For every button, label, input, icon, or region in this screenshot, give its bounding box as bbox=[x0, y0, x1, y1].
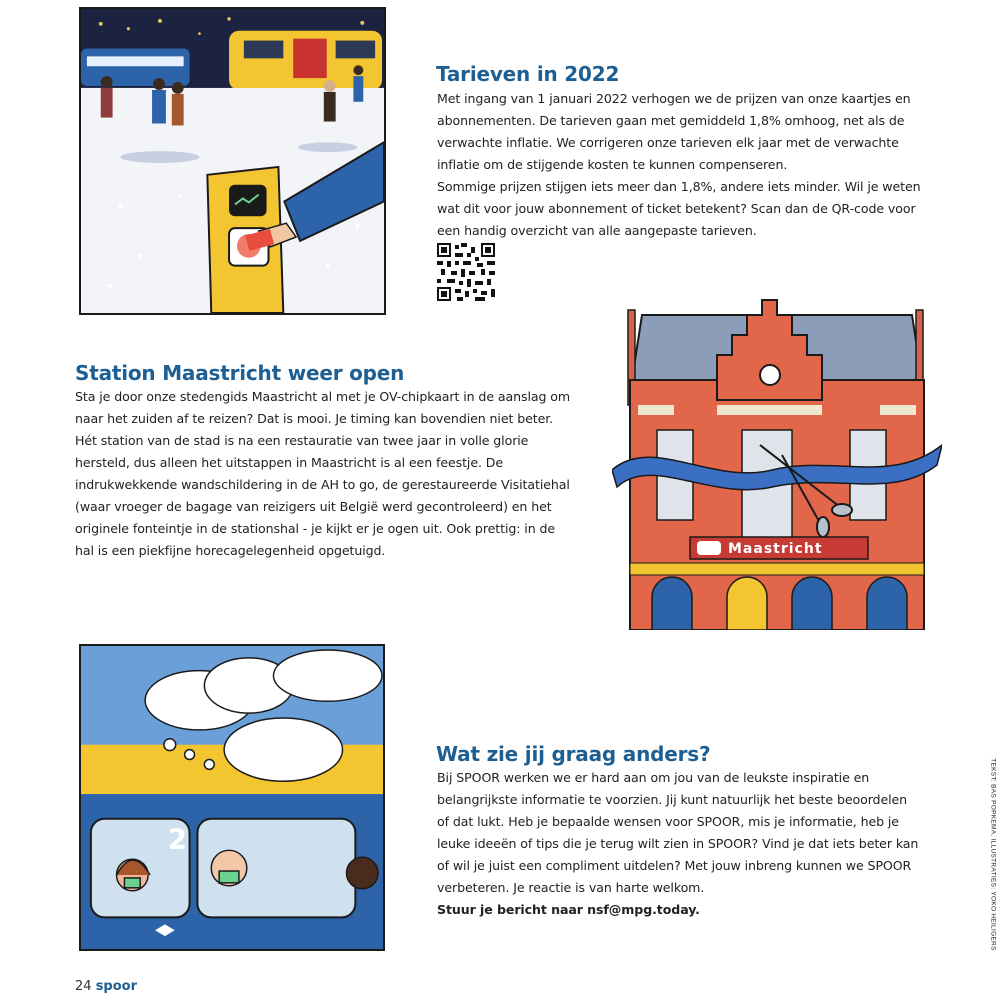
body-line: indrukwekkende wandschildering in de AH to go, de gerestaureerde Visitatiehal bbox=[75, 477, 570, 492]
magazine-name: spoor bbox=[95, 979, 138, 994]
body-line: hal is een piekfijne horecagelegenheid opgetuigd. bbox=[75, 543, 386, 558]
body-line: Bij SPOOR werken we er hard aan om jou van de leukste inspiratie en bbox=[437, 770, 870, 785]
body-line: of wil je juist een compliment uitdelen? Met jouw inbreng kunnen we SPOOR bbox=[437, 858, 912, 873]
illustration-ov-chipkaart bbox=[79, 7, 386, 315]
body-line: verbeteren. Je reactie is van harte welkom. bbox=[437, 880, 705, 895]
body-line: (waar vroeger de bagage van reizigers uit België werd gecontroleerd) en het bbox=[75, 499, 552, 514]
body-line: wat dit voor jouw abonnement of ticket betekent? Scan dan de QR-code voor bbox=[437, 201, 916, 216]
body-line: naar het zuiden af te reizen? Dat is mooi. Je timing kan bovendien niet beter. bbox=[75, 411, 554, 426]
credits-text: TEKST: BAS POPKEMA, ILLUSTRATIES: YOKO HEILIGERS bbox=[989, 758, 997, 951]
section-body-tarieven bbox=[437, 88, 957, 242]
section-body-feedback bbox=[437, 767, 957, 921]
body-line: Met ingang van 1 januari 2022 verhogen we de prijzen van onze kaartjes en bbox=[437, 91, 911, 106]
body-line: hersteld, dus alleen het uitstappen in Maastricht is al een feestje. De bbox=[75, 455, 504, 470]
station-sign-text: Maastricht bbox=[728, 541, 823, 557]
body-line: leuke ideeën of tips die je terug wilt zien in SPOOR? Vind je dat iets beter kan bbox=[437, 836, 919, 851]
section-title-tarieven: Tarieven in 2022 bbox=[436, 62, 620, 86]
body-line: belangrijkste informatie te voorzien. Jij kunt natuurlijk het beste beoordelen bbox=[437, 792, 908, 807]
body-line: een handig overzicht van alle aangepaste tarieven. bbox=[437, 223, 757, 238]
body-line: Hét station van de stad is na een restauratie van twee jaar in volle glorie bbox=[75, 433, 529, 448]
body-line: abonnementen. De tarieven gaan met gemiddeld 1,8% omhoog, net als de bbox=[437, 113, 905, 128]
body-line: originele fonteintje in de stationshal - je kijkt er je ogen uit. Ook prettig: in de bbox=[75, 521, 556, 536]
body-line: inflatie om de stijgende kosten te kunnen compenseren. bbox=[437, 157, 788, 172]
body-line: Sommige prijzen stijgen iets meer dan 1,8%, andere iets minder. Wil je weten bbox=[437, 179, 921, 194]
qr-code[interactable] bbox=[437, 243, 495, 301]
illustration-station-maastricht bbox=[612, 295, 942, 630]
train-number-text: 2 bbox=[167, 822, 188, 856]
body-line: Sta je door onze stedengids Maastricht al met je OV-chipkaart in de aanslag om bbox=[75, 389, 571, 404]
illustration-train-thought bbox=[79, 644, 385, 951]
credits bbox=[985, 757, 995, 957]
page-number: 24 bbox=[75, 979, 92, 994]
section-title-maastricht: Station Maastricht weer open bbox=[75, 361, 405, 385]
body-line: verwachte inflatie. We corrigeren onze tarieven elk jaar met de verwachte bbox=[437, 135, 899, 150]
email-cta[interactable]: Stuur je bericht naar nsf@mpg.today. bbox=[437, 902, 700, 917]
section-body-maastricht bbox=[75, 386, 605, 562]
section-title-feedback: Wat zie jij graag anders? bbox=[436, 742, 711, 766]
body-line: of dat lukt. Heb je bepaalde wensen voor SPOOR, mis je informatie, heb je bbox=[437, 814, 899, 829]
folio bbox=[75, 979, 137, 994]
